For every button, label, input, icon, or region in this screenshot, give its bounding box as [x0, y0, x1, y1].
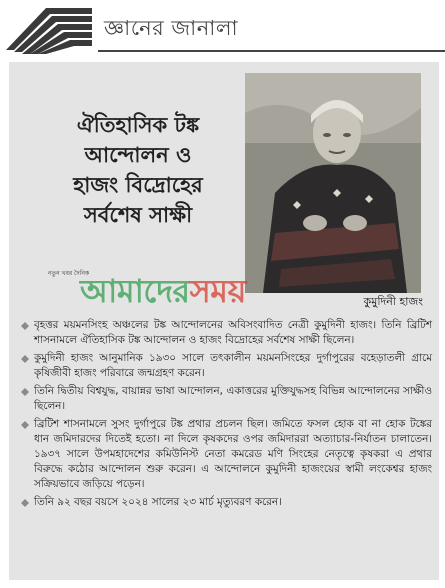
- diamond-bullet-icon: [21, 499, 29, 507]
- list-item-text: ব্রিটিশ শাসনামলে সুসং দুর্গাপুরে টঙ্ক প্রথার প্রচলন ছিল। জমিতে ফসল হোক বা না হোক টঙ্কের ধান জমিদারদের দিতেই হতো। না দিলে কৃষকদের ওপর জমিদাররা অত্যাচার-নির্যাতন চালাতেন। ১৯৩৭ সালে উপমহাদেশের কমিউনিস্ট নেতা কমরেড মণি সিংহের নেতৃত্বে কৃষকরা এ প্রথার বিরুদ্ধে কঠোর আন্দোলন শুরু করেন। এ আন্দোলনে কুমুদিনী হাজংয়ের স্বামী লংকেশ্বর হাজং সক্রিয়ভাবে জড়িয়ে পড়েন।: [34, 418, 432, 490]
- headline-line: সর্বশেষ সাক্ষী: [83, 203, 193, 227]
- list-item-text: কুমুদিনী হাজং আনুমানিক ১৯৩০ সালে তৎকালীন ময়মনসিংহের দুর্গাপুরের বহেড়াতলী গ্রামে কৃষিজীবী হাজং পরিবারে জন্মগ্রহণ করেন।: [34, 352, 432, 379]
- publisher-watermark: [70, 264, 400, 308]
- list-item: [20, 495, 432, 510]
- list-item: [20, 384, 432, 414]
- article-headline: [40, 110, 236, 230]
- portrait-photo: [245, 73, 421, 293]
- headline-line: আন্দোলন ও: [84, 143, 192, 167]
- stripes-logo-icon: [0, 2, 92, 54]
- diamond-bullet-icon: [21, 355, 29, 363]
- source-label: নতুন খবর দৈনিক: [48, 270, 90, 277]
- headline-line: ঐতিহাসিক টঙ্ক: [76, 113, 200, 137]
- list-item-text: তিনি ৯২ বছর বয়সে ২০২৪ সালের ২৩ মার্চ মৃত্যুবরণ করেন।: [34, 496, 282, 508]
- section-title: জ্ঞানের জানালা: [104, 16, 239, 40]
- list-item: [20, 417, 432, 492]
- diamond-bullet-icon: [21, 322, 29, 330]
- diamond-bullet-icon: [21, 388, 29, 396]
- photo-caption: কুমুদিনী হাজং: [363, 295, 423, 308]
- list-item: [20, 351, 432, 381]
- diamond-bullet-icon: [21, 421, 29, 429]
- section-header: [0, 0, 445, 58]
- watermark-text: আমাদেরসময়: [80, 272, 246, 310]
- header-divider: [98, 50, 445, 52]
- list-item: [20, 318, 432, 348]
- list-item-text: বৃহত্তর ময়মনসিংহ অঞ্চলের টঙ্ক আন্দোলনের অবিসংবাদিত নেত্রী কুমুদিনী হাজং। তিনি ব্রিটিশ শাসনামলে ঐতিহাসিক টঙ্ক আন্দোলন ও হাজং বিদ্রোহের সর্বশেষ সাক্ষী ছিলেন।: [34, 319, 432, 346]
- fact-list: [20, 318, 432, 513]
- headline-line: হাজং বিদ্রোহের: [73, 173, 203, 197]
- list-item-text: তিনি দ্বিতীয় বিশ্বযুদ্ধ, বায়ান্নর ভাষা আন্দোলন, একাত্তরের মুক্তিযুদ্ধসহ বিভিন্ন আন্দোলনের সাক্ষীও ছিলেন।: [34, 385, 432, 412]
